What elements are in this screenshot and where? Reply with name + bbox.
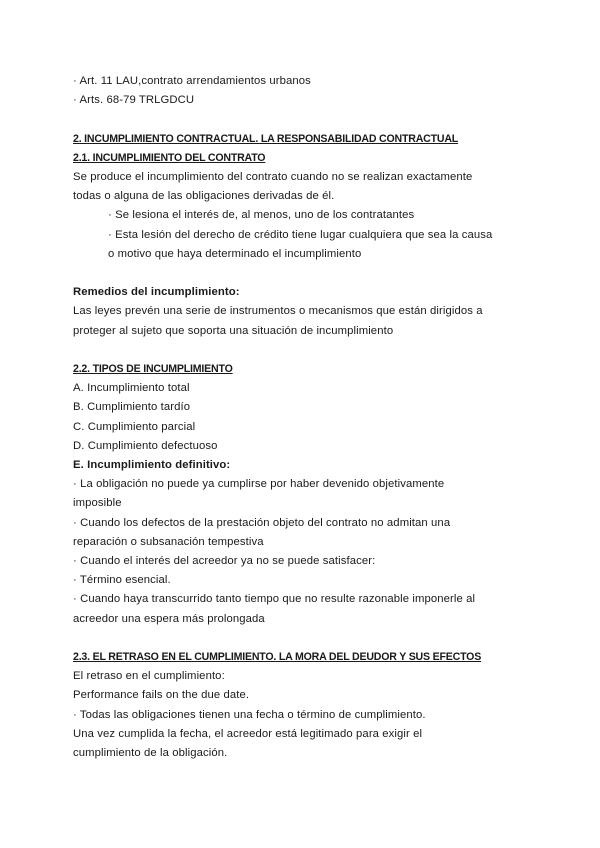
section-2-1-heading: 2.1. INCUMPLIMIENTO DEL CONTRATO [73, 151, 266, 164]
bullet-item: · Esta lesión del derecho de crédito tiene lugar cualquiera que sea la causa [108, 228, 493, 241]
reference-item: · Art. 11 LAU,contrato arrendamientos urbanos [73, 75, 311, 87]
paragraph-line: Las leyes prevén una serie de instrumentos o mecanismos que están dirigidos a [73, 305, 483, 318]
reference-item: · Arts. 68-79 TRLGDCU [73, 94, 195, 107]
spacer [73, 341, 533, 360]
section-2-2-heading: 2.2. TIPOS DE INCUMPLIMIENTO [73, 363, 233, 375]
bullet-item: · Cuando el interés del acreedor ya no se puede satisfacer: [73, 555, 376, 568]
paragraph-line: proteger al sujeto que soporta una situación de incumplimiento [73, 324, 394, 337]
bullet-item: · Cuando los defectos de la prestación objeto del contrato no admitan una [73, 516, 451, 529]
section-2-3-heading: 2.3. EL RETRASO EN EL CUMPLIMIENTO. LA MORA DEL DEUDOR Y SUS EFECTOS [73, 651, 482, 664]
type-item: B. Cumplimiento tardío [73, 401, 191, 414]
spacer [73, 629, 533, 648]
bullet-item: · Cuando haya transcurrido tanto tiempo que no resulte razonable imponerle al [73, 593, 476, 606]
bullet-item-continuation: imposible [73, 497, 122, 510]
bullet-item-continuation: acreedor una espera más prolongada [73, 612, 265, 625]
section-2-heading: 2. INCUMPLIMIENTO CONTRACTUAL. LA RESPONSABILIDAD CONTRACTUAL [73, 132, 459, 145]
type-item: C. Cumplimiento parcial [73, 420, 196, 433]
paragraph-line: El retraso en el cumplimiento: [73, 670, 225, 683]
spacer [73, 264, 533, 283]
paragraph-line: Se produce el incumplimiento del contrato cuando no se realizan exactamente [73, 171, 473, 183]
paragraph-line: Performance fails on the due date. [73, 689, 250, 702]
bullet-item: · La obligación no puede ya cumplirse por haber devenido objetivamente [73, 478, 445, 491]
type-item: D. Cumplimiento defectuoso [73, 439, 218, 452]
bullet-item: · Todas las obligaciones tienen una fecha o término de cumplimiento. [73, 708, 426, 721]
bullet-item: · Término esencial. [73, 574, 171, 587]
document-body [73, 72, 533, 763]
remedios-heading: Remedios del incumplimiento: [73, 286, 240, 299]
paragraph-line: Una vez cumplida la fecha, el acreedor está legitimado para exigir el [73, 727, 423, 740]
type-e-heading: E. Incumplimiento definitivo: [73, 459, 231, 472]
spacer [73, 110, 533, 129]
bullet-item: · Se lesiona el interés de, al menos, uno de los contratantes [108, 209, 415, 222]
bullet-item-continuation: reparación o subsanación tempestiva [73, 535, 264, 548]
bullet-item-continuation: o motivo que haya determinado el incumplimiento [108, 247, 362, 260]
paragraph-line: cumplimiento de la obligación. [73, 747, 228, 760]
paragraph-line: todas o alguna de las obligaciones derivadas de él. [73, 190, 335, 203]
type-item: A. Incumplimiento total [73, 382, 190, 395]
